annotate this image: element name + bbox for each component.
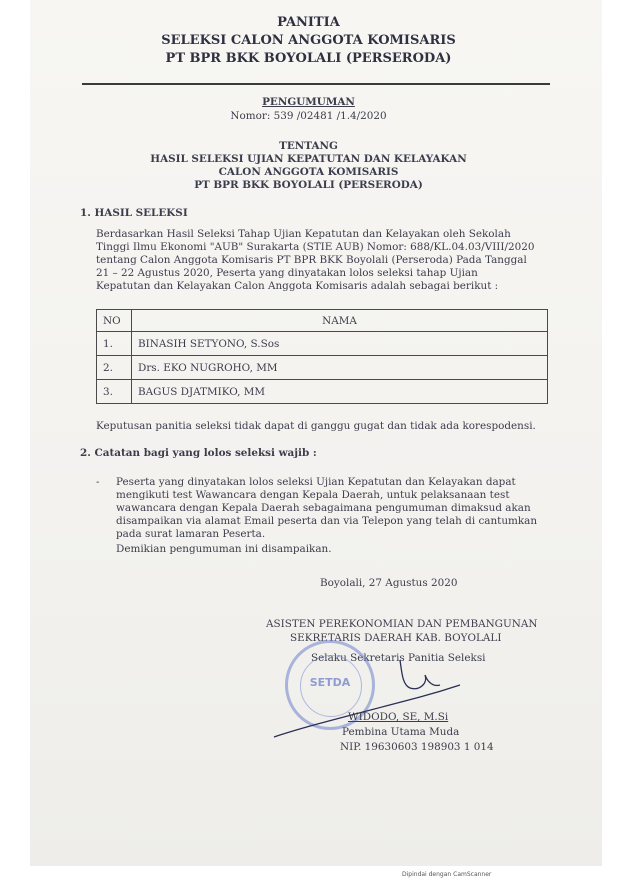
place-date: Boyolali, 27 Agustus 2020	[320, 577, 458, 589]
row-number: 2.	[97, 356, 132, 380]
candidate-name: BINASIH SETYONO, S.Sos	[132, 332, 548, 356]
stamp-label: SETDA	[309, 676, 351, 689]
section-2-line: wawancara dengan Kepala Daerah sebagaimana pengumuman dimaksud akan	[116, 502, 531, 514]
signatory-nip: NIP. 19630603 198903 1 014	[340, 741, 494, 753]
signatory-role: Selaku Sekretaris Panitia Seleksi	[311, 652, 486, 664]
bullet-dash: -	[96, 476, 100, 488]
decision-note: Keputusan panitia seleksi tidak dapat di ganggu gugat dan tidak ada korespodensi.	[96, 420, 536, 432]
table-row	[97, 356, 548, 380]
candidate-name: Drs. EKO NUGROHO, MM	[132, 356, 548, 380]
section-1-line: Berdasarkan Hasil Seleksi Tahap Ujian Kepatutan dan Kelayakan oleh Sekolah	[96, 228, 511, 240]
section-1-line: Tinggi Ilmu Ekonomi "AUB" Surakarta (STIE AUB) Nomor: 688/KL.04.03/VIII/2020	[96, 241, 535, 253]
header-line-2: SELEKSI CALON ANGGOTA KOMISARIS	[161, 33, 456, 48]
header-line-1: PANITIA	[277, 15, 340, 30]
section-1-heading: 1. HASIL SELEKSI	[80, 207, 188, 219]
section-2-line: mengikuti test Wawancara dengan Kepala Daerah, untuk pelaksanaan test	[116, 489, 510, 501]
signatory-name: WIDODO, SE, M.Si	[348, 711, 449, 723]
header-line-3: PT BPR BKK BOYOLALI (PERSERODA)	[165, 51, 452, 66]
header-divider	[82, 83, 550, 85]
signatory-rank: Pembina Utama Muda	[342, 726, 460, 738]
announcement-number: Nomor: 539 /02481 /1.4/2020	[230, 110, 387, 122]
selected-candidates-table	[96, 309, 548, 404]
announcement-subject-2: CALON ANGGOTA KOMISARIS	[218, 166, 399, 178]
section-1-line: Kepatutan dan Kelayakan Calon Anggota Komisaris adalah sebagai berikut :	[96, 280, 499, 292]
table-row	[97, 380, 548, 404]
table-row	[97, 332, 548, 356]
announcement-about: TENTANG	[279, 140, 338, 152]
signatory-office-2: SEKRETARIS DAERAH KAB. BOYOLALI	[290, 632, 502, 644]
announcement-title: PENGUMUMAN	[262, 96, 355, 108]
signatory-office-1: ASISTEN PEREKONOMIAN DAN PEMBANGUNAN	[266, 618, 538, 630]
table-header-name: NAMA	[132, 310, 548, 332]
announcement-subject-1: HASIL SELEKSI UJIAN KEPATUTAN DAN KELAYAKAN	[150, 153, 467, 165]
table-header-row	[97, 310, 548, 332]
candidate-name: BAGUS DJATMIKO, MM	[132, 380, 548, 404]
scanner-watermark: Dipindai dengan CamScanner	[402, 871, 492, 878]
announcement-subject-3: PT BPR BKK BOYOLALI (PERSERODA)	[194, 179, 423, 191]
closing-statement: Demikian pengumuman ini disampaikan.	[116, 543, 332, 555]
section-1-line: 21 – 22 Agustus 2020, Peserta yang dinyatakan lolos seleksi tahap Ujian	[96, 267, 478, 279]
section-1-line: tentang Calon Anggota Komisaris PT BPR BKK Boyolali (Perseroda) Pada Tanggal	[96, 254, 527, 266]
row-number: 3.	[97, 380, 132, 404]
section-2-line: Peserta yang dinyatakan lolos seleksi Ujian Kepatutan dan Kelayakan dapat	[116, 476, 516, 488]
row-number: 1.	[97, 332, 132, 356]
section-2-line: disampaikan via alamat Email peserta dan via Telepon yang telah di cantumkan	[116, 515, 538, 527]
section-2-line: pada surat lamaran Peserta.	[116, 528, 266, 540]
table-header-no: NO	[97, 310, 132, 332]
section-2-heading: 2. Catatan bagi yang lolos seleksi wajib :	[80, 447, 317, 459]
